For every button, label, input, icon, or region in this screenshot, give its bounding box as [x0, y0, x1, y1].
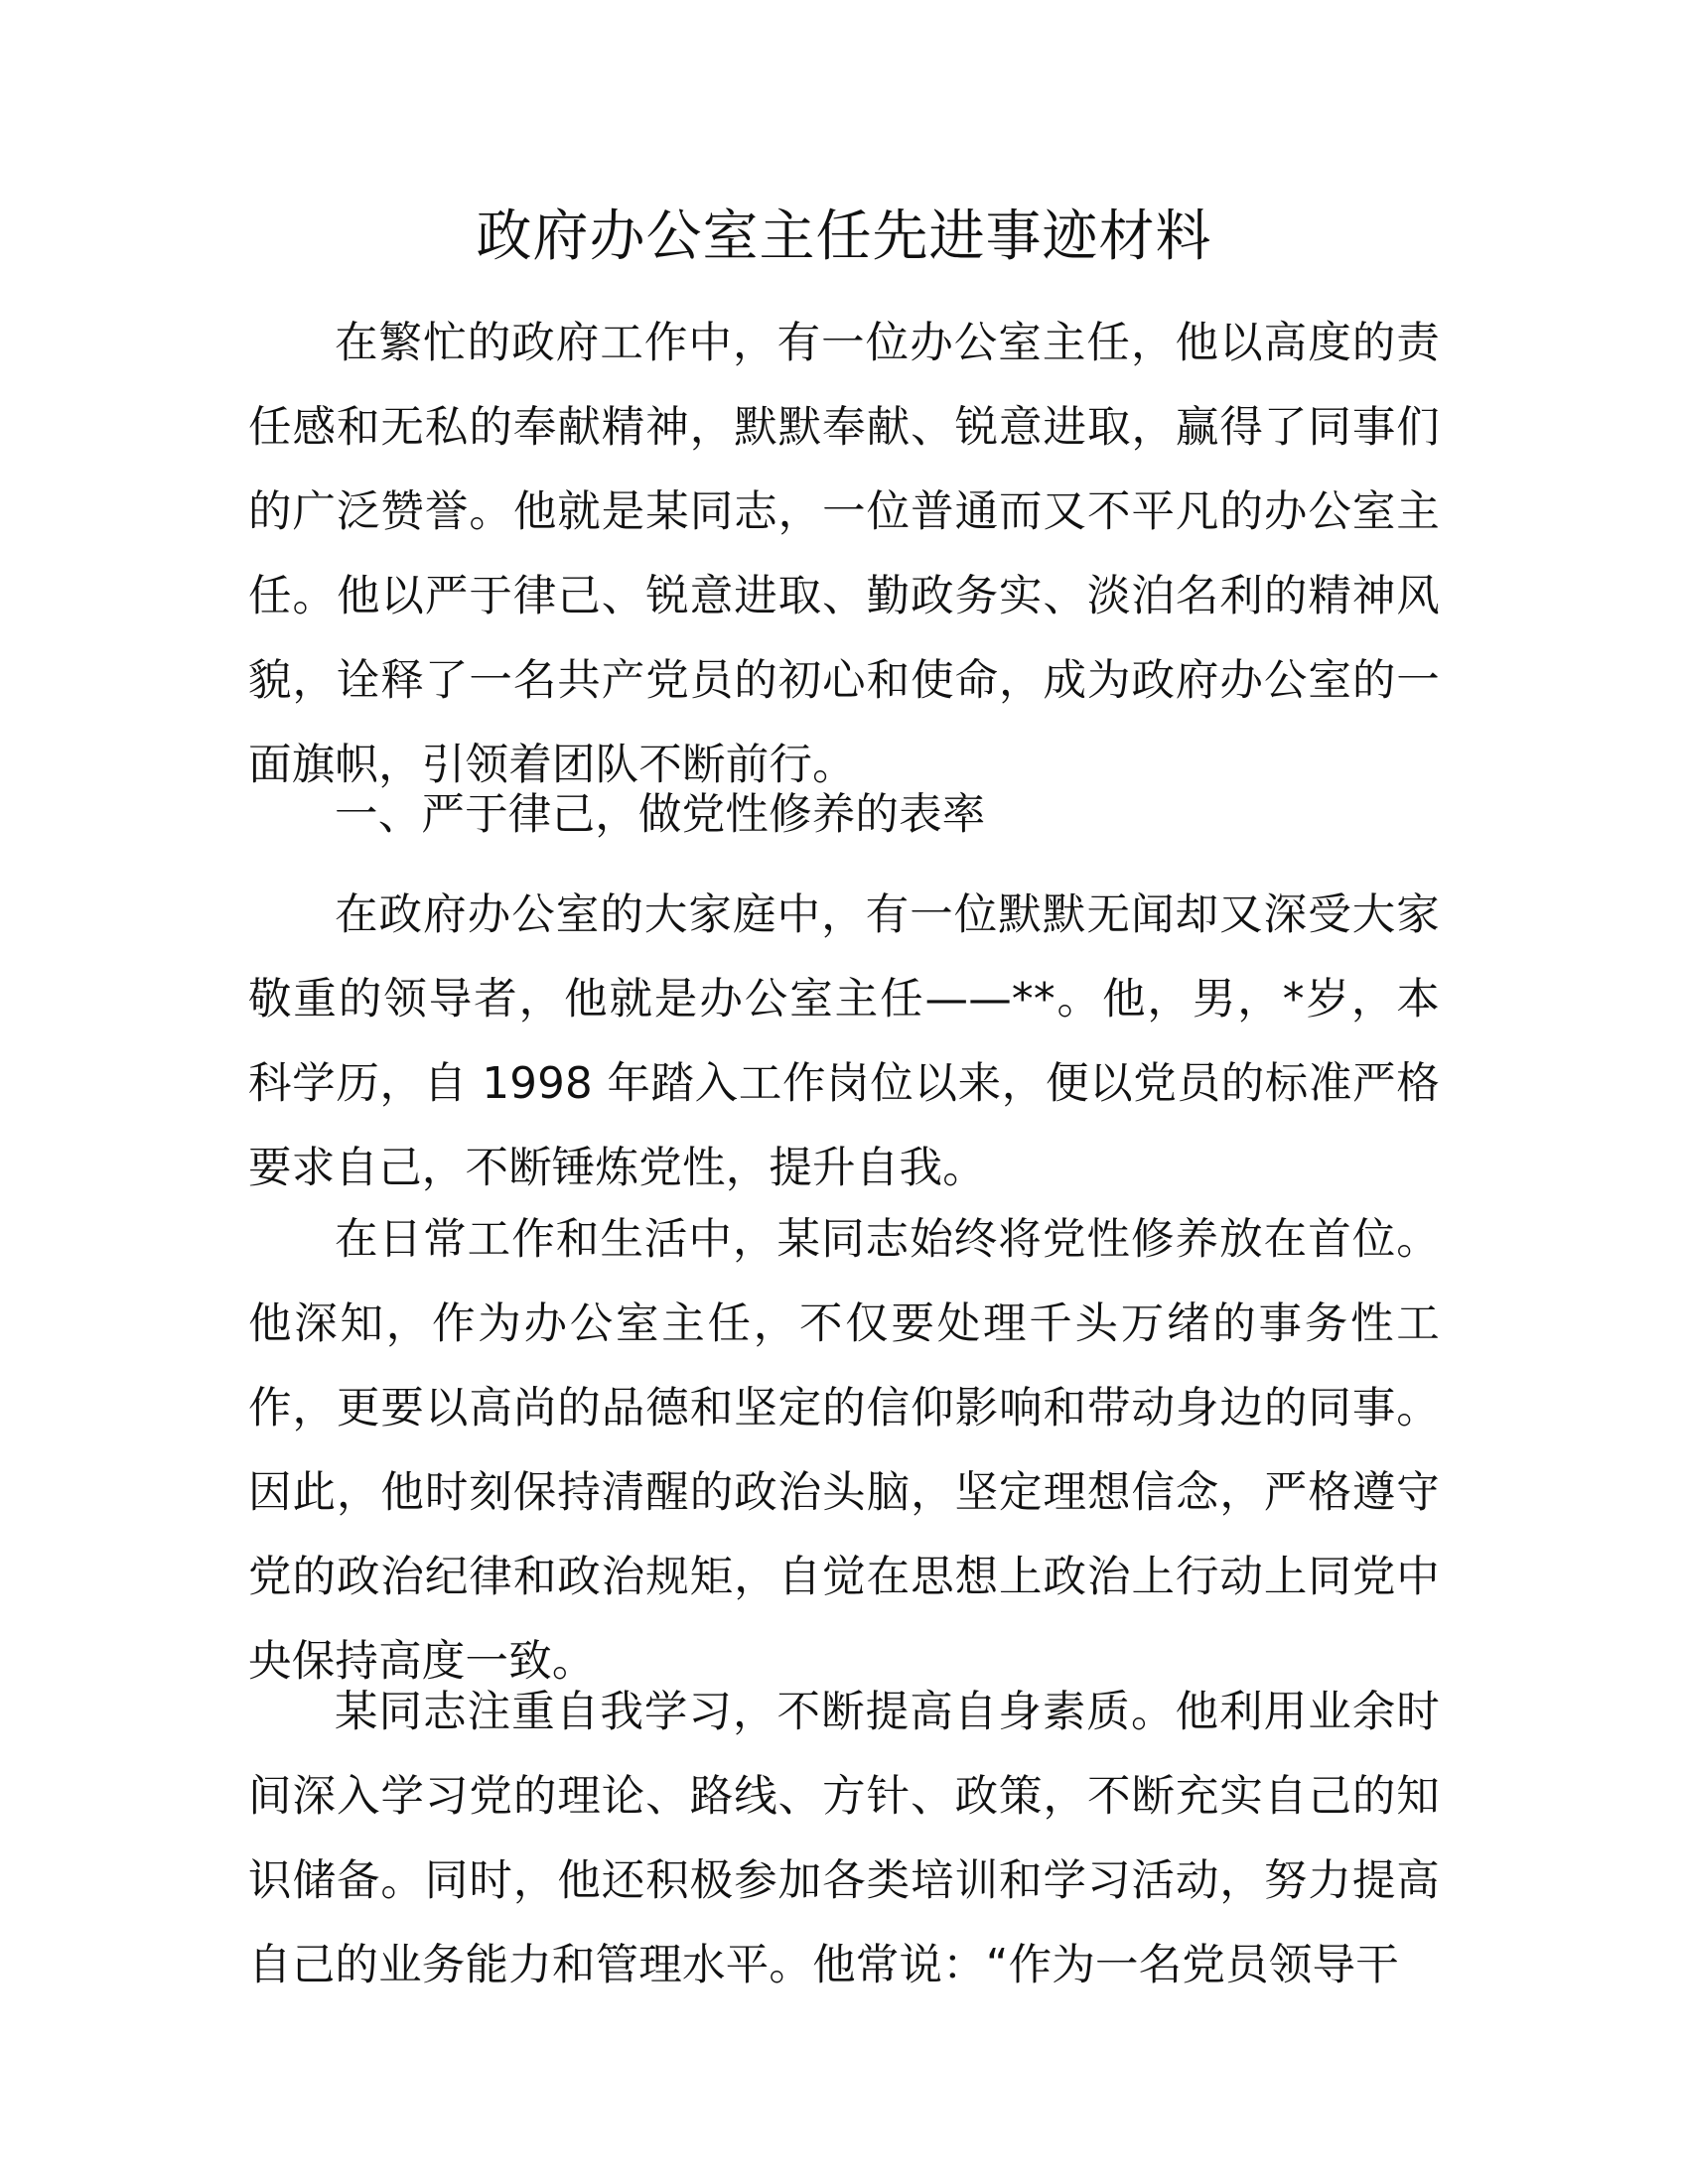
section-heading-1: 一、严于律己，做党性修养的表率 — [335, 790, 986, 840]
paragraph-profile: 在政府办公室的大家庭中，有一位默默无闻却又深受大家敬重的领导者，他就是办公室主任——**。他，男，*岁，本科学历，自 1998 年踏入工作岗位以来，便以党员的标准严格要求自己，不断锤炼党性，提升自我。 — [248, 890, 1440, 1193]
paragraph-intro: 在繁忙的政府工作中，有一位办公室主任，他以高度的责任感和无私的奉献精神，默默奉献、锐意进取，赢得了同事们的广泛赞誉。他就是某同志，一位普通而又不平凡的办公室主任。他以严于律己、锐意进取、勤政务实、淡泊名利的精神风貌，诠释了一名共产党员的初心和使命，成为政府办公室的一面旗帜，引领着团队不断前行。 — [248, 319, 1440, 790]
paragraph-party-cultivation: 在日常工作和生活中，某同志始终将党性修养放在首位。他深知，作为办公室主任，不仅要处理千头万绪的事务性工作，更要以高尚的品德和坚定的信仰影响和带动身边的同事。因此，他时刻保持清醒的政治头脑，坚定理想信念，严格遵守党的政治纪律和政治规矩，自觉在思想上政治上行动上同党中央保持高度一致。 — [248, 1215, 1440, 1687]
paragraph-self-study: 某同志注重自我学习，不断提高自身素质。他利用业余时间深入学习党的理论、路线、方针、政策，不断充实自己的知识储备。同时，他还积极参加各类培训和学习活动，努力提高自己的业务能力和管理水平。他常说：“作为一名党员领导干 — [248, 1688, 1440, 1990]
document-title: 政府办公室主任先进事迹材料 — [476, 205, 1212, 269]
